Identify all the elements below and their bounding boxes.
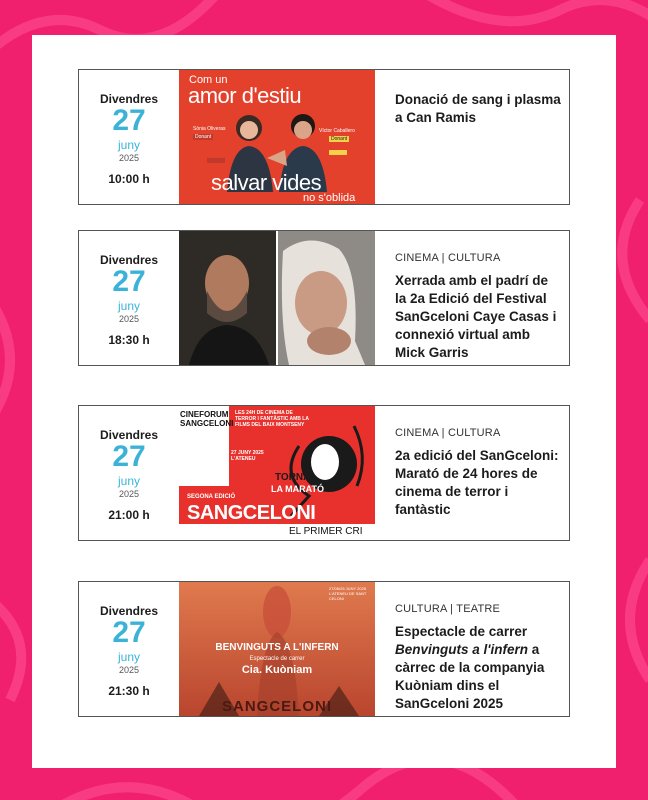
poster-line2: amor d'estiu [188, 83, 302, 108]
poster-logo: SANGCELONI [221, 698, 332, 715]
event-day: 27 [112, 616, 146, 649]
event-category: CINEMA | CULTURA [395, 427, 501, 439]
event-title[interactable]: 2a edició del SanGceloni: Marató de 24 hores de cinema de terror i fantàstic [395, 448, 559, 517]
event-month: juny [117, 474, 140, 488]
event-weekday: Divendres [99, 428, 159, 442]
event-year: 2025 [118, 153, 140, 163]
event-title[interactable]: Donació de sang i plasma a Can Ramis [395, 92, 561, 125]
event-info [395, 582, 563, 713]
event-year: 2025 [118, 665, 140, 675]
event-month: juny [117, 299, 140, 313]
poster-top-text: LES 24H DE CINEMA DE TERROR I FANTÀSTIC AMB LA FILMS DEL BAIX MONTSENY [235, 410, 309, 428]
poster-edition: SEGONA EDICIÓ [187, 494, 236, 500]
event-title[interactable]: Xerrada amb el padrí de la 2a Edició del Festival SanGceloni Caye Casas i connexió virtual amb Mick Garris [395, 273, 557, 360]
poster-line1: Com un [189, 74, 228, 86]
event-title[interactable] [395, 623, 563, 713]
event-day: 27 [112, 104, 146, 137]
poster-company: Cia. Kuòniam [241, 664, 313, 676]
event-time: 18:30 h [108, 333, 150, 347]
poster-line3: salvar vides [211, 170, 322, 195]
event-info [395, 231, 563, 362]
event-poster[interactable] [179, 70, 375, 204]
event-card[interactable] [78, 405, 570, 541]
poster-tagline: EL PRIMER CRI [289, 526, 363, 537]
poster-side-text: CINEFORUM SANGCELONI [180, 410, 234, 428]
title-pre: Espectacle de carrer [395, 624, 528, 639]
event-time: 21:00 h [108, 508, 150, 522]
events-panel [32, 35, 616, 768]
poster-headline2: LA MARATÓ [271, 484, 324, 494]
event-date [79, 406, 179, 540]
event-month: juny [117, 650, 140, 664]
event-year: 2025 [118, 489, 140, 499]
poster-date-text: 27/06/25 JUNY 2025 L'ATENEU DE SANT CELONI [329, 586, 367, 601]
event-info [395, 406, 563, 519]
event-info [395, 70, 563, 127]
event-time: 10:00 h [108, 172, 150, 186]
event-weekday: Divendres [99, 92, 159, 106]
poster-sub: Espectacle de carrer [249, 656, 305, 662]
poster-headline: BENVINGUTS A L'INFERN [215, 642, 339, 653]
event-category: CULTURA | TEATRE [395, 603, 501, 615]
poster-line4: no s'oblida [303, 192, 356, 204]
poster-date-text: 27 JUNY 2025 L'ATENEU [231, 450, 264, 462]
event-card[interactable] [78, 69, 570, 205]
event-poster[interactable] [179, 582, 375, 716]
event-category: CINEMA | CULTURA [395, 252, 501, 264]
title-italic: Benvinguts a l'infern [395, 642, 528, 657]
poster-logo: SANGCELONI [187, 502, 316, 524]
event-date [79, 582, 179, 716]
event-weekday: Divendres [99, 253, 159, 267]
poster-person2: Víctor Caballero [319, 128, 355, 134]
event-card[interactable] [78, 230, 570, 366]
event-weekday: Divendres [99, 604, 159, 618]
event-day: 27 [112, 265, 146, 298]
poster-badge2: Donant [331, 136, 348, 142]
poster-badge1: Donant [195, 134, 212, 140]
event-time: 21:30 h [108, 684, 150, 698]
title-post: a càrrec de la companyia Kuòniam dins el SanGceloni 2025 [395, 642, 545, 711]
poster-person1: Sònia Oliveras [193, 126, 226, 132]
event-date [79, 70, 179, 204]
event-poster[interactable] [179, 406, 375, 540]
event-card[interactable] [78, 581, 570, 717]
event-day: 27 [112, 440, 146, 473]
poster-headline1: TORNA [275, 472, 311, 483]
event-year: 2025 [118, 314, 140, 324]
event-photo[interactable] [179, 231, 375, 365]
event-date [79, 231, 179, 365]
event-month: juny [117, 138, 140, 152]
